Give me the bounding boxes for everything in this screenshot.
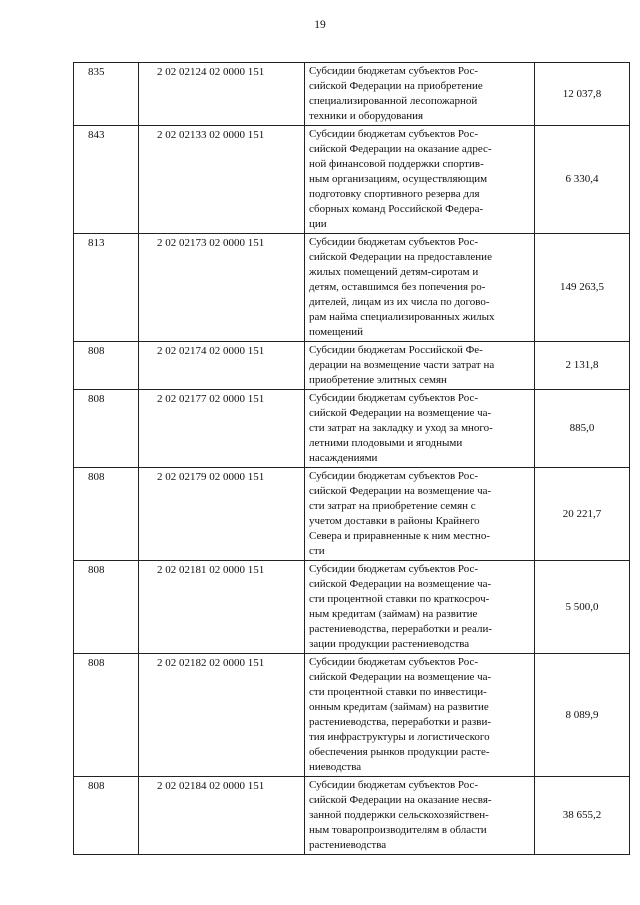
amount-cell: 885,0 (535, 390, 630, 468)
table-row (74, 654, 630, 777)
amount-cell: 12 037,8 (535, 63, 630, 126)
description-line: насаждениями (309, 452, 378, 464)
description-line: занной поддержки сельскохозяйствен- (309, 809, 489, 821)
description-line: сийской Федерации на оказание адрес- (309, 143, 492, 155)
budget-table-body (74, 63, 630, 855)
description-line: сти затрат на приобретение семян с (309, 500, 476, 512)
description-line: сийской Федерации на возмещение ча- (309, 485, 492, 497)
description-line: сийской Федерации на возмещение ча- (309, 407, 492, 419)
table-row (74, 342, 630, 390)
description-line: Субсидии бюджетам Российской Фе- (309, 344, 483, 356)
description-cell (305, 777, 535, 855)
description-cell (305, 63, 535, 126)
description-line: приобретение элитных семян (309, 374, 447, 386)
description-line: сти процентной ставки по инвестици- (309, 686, 487, 698)
description-cell (305, 126, 535, 234)
table-row (74, 234, 630, 342)
description-line: сийской Федерации на возмещение ча- (309, 578, 492, 590)
description-line: подготовку спортивного резерва для (309, 188, 480, 200)
description-line: Субсидии бюджетам субъектов Рос- (309, 128, 479, 140)
budget-code-cell: 2 02 02182 02 0000 151 (139, 654, 305, 777)
amount-cell: 2 131,8 (535, 342, 630, 390)
table-row (74, 561, 630, 654)
description-cell (305, 342, 535, 390)
description-line: Субсидии бюджетам субъектов Рос- (309, 563, 479, 575)
description-line: Субсидии бюджетам субъектов Рос- (309, 470, 479, 482)
description-line: зации продукции растениеводства (309, 638, 470, 650)
table-row (74, 390, 630, 468)
description-line: сийской Федерации на предоставление (309, 251, 492, 263)
description-line: сийской Федерации на возмещение ча- (309, 671, 492, 683)
description-line: помещений (309, 326, 364, 338)
description-cell (305, 561, 535, 654)
admin-code-cell: 808 (74, 390, 139, 468)
description-line: Севера и приравненные к ним местно- (309, 530, 490, 542)
description-line: ции (309, 218, 327, 230)
description-line: рам найма специализированных жилых (309, 311, 495, 323)
budget-code-cell: 2 02 02173 02 0000 151 (139, 234, 305, 342)
description-line: растениеводства, переработки и реали- (309, 623, 493, 635)
description-line: ным организациям, осуществляющим (309, 173, 488, 185)
budget-code-cell: 2 02 02179 02 0000 151 (139, 468, 305, 561)
amount-cell: 5 500,0 (535, 561, 630, 654)
budget-code-cell: 2 02 02181 02 0000 151 (139, 561, 305, 654)
description-line: ным товаропроизводителям в области (309, 824, 487, 836)
description-line: Субсидии бюджетам субъектов Рос- (309, 236, 479, 248)
description-line: Субсидии бюджетам субъектов Рос- (309, 656, 479, 668)
description-line: дителей, лицам из их числа по догово- (309, 296, 490, 308)
description-line: дерации на возмещение части затрат на (309, 359, 495, 371)
amount-cell: 20 221,7 (535, 468, 630, 561)
description-line: Субсидии бюджетам субъектов Рос- (309, 65, 479, 77)
page-number: 19 (314, 19, 326, 31)
description-line: сти (309, 545, 325, 557)
description-cell (305, 468, 535, 561)
admin-code-cell: 808 (74, 654, 139, 777)
admin-code-cell: 813 (74, 234, 139, 342)
admin-code-cell: 835 (74, 63, 139, 126)
admin-code-cell: 808 (74, 777, 139, 855)
description-line: сийской Федерации на оказание несвя- (309, 794, 492, 806)
description-line: тия инфраструктуры и логистического (309, 731, 490, 743)
description-line: сборных команд Российской Федера- (309, 203, 484, 215)
description-line: ной финансовой поддержки спортив- (309, 158, 484, 170)
description-line: растениеводства (309, 839, 387, 851)
description-line: жилых помещений детям-сиротам и (309, 266, 479, 278)
description-line: ным кредитам (займам) на развитие (309, 608, 478, 620)
admin-code-cell: 808 (74, 561, 139, 654)
amount-cell: 149 263,5 (535, 234, 630, 342)
budget-code-cell: 2 02 02184 02 0000 151 (139, 777, 305, 855)
budget-table (73, 62, 630, 855)
description-line: Субсидии бюджетам субъектов Рос- (309, 392, 479, 404)
description-line: растениеводства, переработки и разви- (309, 716, 492, 728)
table-row (74, 468, 630, 561)
table-row (74, 126, 630, 234)
budget-code-cell: 2 02 02174 02 0000 151 (139, 342, 305, 390)
description-line: сийской Федерации на приобретение (309, 80, 483, 92)
amount-cell: 38 655,2 (535, 777, 630, 855)
admin-code-cell: 808 (74, 342, 139, 390)
admin-code-cell: 843 (74, 126, 139, 234)
description-line: учетом доставки в районы Крайнего (309, 515, 480, 527)
description-cell (305, 390, 535, 468)
description-line: детям, оставшимся без попечения ро- (309, 281, 486, 293)
description-line: сти затрат на закладку и уход за много- (309, 422, 493, 434)
budget-code-cell: 2 02 02133 02 0000 151 (139, 126, 305, 234)
description-line: летними плодовыми и ягодными (309, 437, 463, 449)
description-line: обеспечения рынков продукции расте- (309, 746, 490, 758)
budget-code-cell: 2 02 02124 02 0000 151 (139, 63, 305, 126)
description-line: онным кредитам (займам) на развитие (309, 701, 489, 713)
description-line: сти процентной ставки по краткосроч- (309, 593, 490, 605)
description-cell (305, 234, 535, 342)
description-line: Субсидии бюджетам субъектов Рос- (309, 779, 479, 791)
description-cell (305, 654, 535, 777)
table-row (74, 777, 630, 855)
description-line: ниеводства (309, 761, 362, 773)
amount-cell: 6 330,4 (535, 126, 630, 234)
description-line: специализированной лесопожарной (309, 95, 478, 107)
budget-code-cell: 2 02 02177 02 0000 151 (139, 390, 305, 468)
description-line: техники и оборудования (309, 110, 424, 122)
table-row (74, 63, 630, 126)
admin-code-cell: 808 (74, 468, 139, 561)
amount-cell: 8 089,9 (535, 654, 630, 777)
